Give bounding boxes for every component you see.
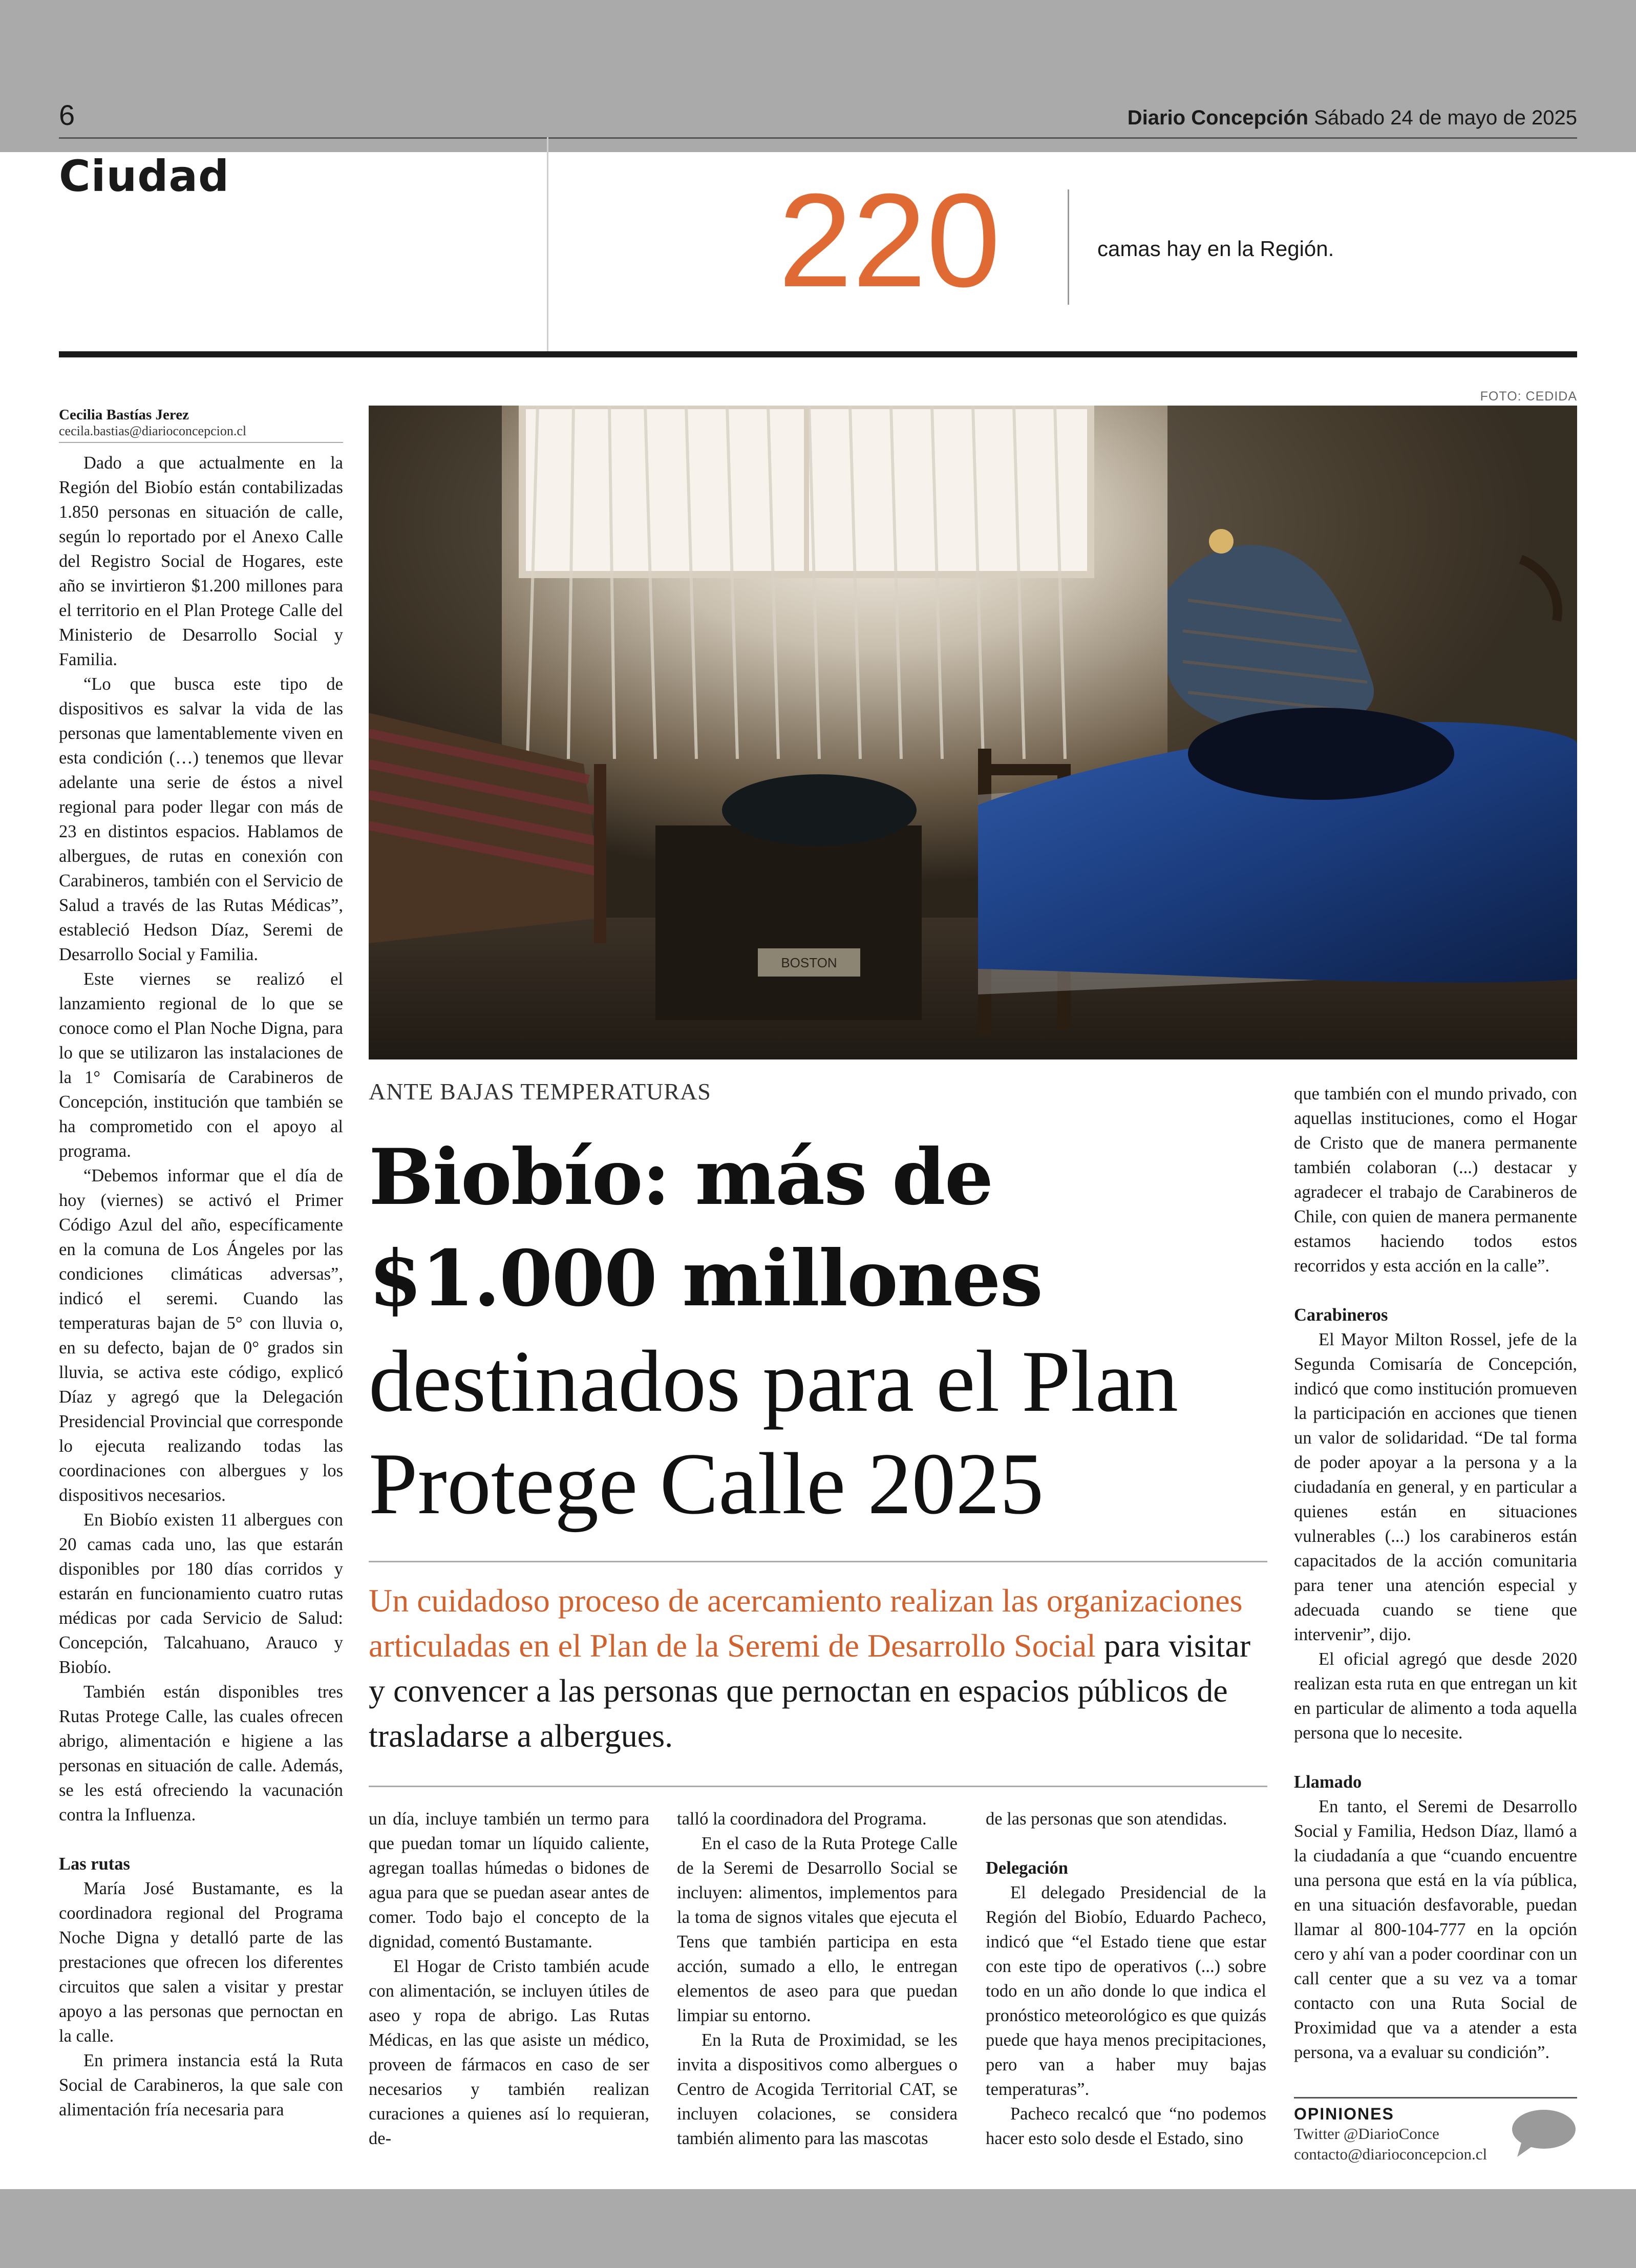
- headline-line: destinados para el Plan: [369, 1333, 1179, 1430]
- paragraph: Este viernes se realizó el lanzamiento regional de lo que se conoce como el Plan Noche Digna, para lo que se utilizaron las instalaciones de la 1° Comisaría de Carabineros de Concepción, institución que también se ha comprometido con el apoyo al programa.: [59, 969, 343, 1161]
- paragraph: de las personas que son atendidas.: [986, 1809, 1227, 1829]
- subheading-llamado: Llamado: [1294, 1772, 1362, 1792]
- headline-line: Biobío: más de: [369, 1132, 993, 1222]
- article-kicker: ANTE BAJAS TEMPERATURAS: [369, 1078, 711, 1105]
- publication-name: Diario Concepción: [1127, 107, 1309, 129]
- paragraph: El Hogar de Cristo también acude con alimentación, se incluyen útiles de aseo y ropa de abrigo. Las Rutas Médicas, en las que asiste un médico, proveen de fármacos en caso de ser necesarios y también realizan curaciones a quienes así lo requieran, de-: [369, 1957, 649, 2148]
- subheading-delegacion: Delegación: [986, 1858, 1068, 1878]
- stat-number: 220: [778, 166, 1001, 315]
- paragraph: En tanto, el Seremi de Desarrollo Social y Familia, Hedson Díaz, llamó a la ciudadanía a que “cuando encuentre una persona que está en la vía pública, en una situación desfavorable, puedan llamar al 800-104-777 en la opción cero y ahí van a poder coordinar con un call center que a su vez va a tomar contacto con una Ruta Social de Proximidad que va a atender a esta persona, va a evaluar su condición”.: [1294, 1797, 1577, 2062]
- paragraph: Dado a que actualmente en la Región del Biobío están contabilizadas 1.850 personas en situación de calle, según lo reportado por el Anexo Calle del Registro Social de Hogares, este año se invirtieron $1.200 millones para el territorio en el Plan Protege Calle del Ministerio de Desarrollo Social y Familia.: [59, 453, 343, 669]
- opiniones-box: [1294, 2097, 1577, 2165]
- text-column-3: [677, 1807, 958, 2151]
- deck-accent: Un cuidadoso proceso de acercamiento realizan las organizaciones articuladas en el Plan de la Seremi de Desarrollo Social: [369, 1582, 1243, 1664]
- masthead: [1128, 107, 1577, 130]
- box-label: BOSTON: [781, 955, 837, 970]
- paragraph: En la Ruta de Proximidad, se les invita a dispositivos como albergues o Centro de Acogida Territorial CAT, se incluyen colaciones, se considera también alimento para las mascotas: [677, 2030, 958, 2148]
- photo-credit: FOTO: CEDIDA: [1480, 389, 1577, 404]
- article-deck: [369, 1578, 1267, 1758]
- headline-bold: [369, 1127, 1265, 1329]
- headline-light: [369, 1330, 1270, 1535]
- header-rule: [59, 351, 1577, 357]
- paragraph: un día, incluye también un termo para que puedan tomar un líquido caliente, agregan toallas húmedas o bidones de agua para que se puedan asear antes de comer. Todo bajo el concepto de la dignidad, comentó Bustamante.: [369, 1809, 649, 1952]
- subheading-las-rutas: Las rutas: [59, 1854, 130, 1874]
- paragraph: El Mayor Milton Rossel, jefe de la Segunda Comisaría de Concepción, indicó que como institución promueven la participación en acciones que tienen un valor de solidaridad. “De tal forma de poder apoyar a la persona y a la ciudadanía en general, y en particular a quienes están en situaciones vulnerables (...) los carabineros están capacitados de la acción comunitaria para tener una atención especial y adecuada cuando se tiene que intervenir”, dijo.: [1294, 1330, 1577, 1644]
- page-number: 6: [59, 99, 75, 131]
- opiniones-title: OPINIONES: [1294, 2105, 1394, 2123]
- issue-date: Sábado 24 de mayo de 2025: [1314, 107, 1577, 129]
- opiniones-email: contacto@diarioconcepcion.cl: [1294, 2145, 1488, 2163]
- headline-rule: [369, 1561, 1267, 1562]
- headline-line: $1.000 millones: [369, 1234, 1042, 1324]
- opiniones-twitter: Twitter @DiarioConce: [1294, 2125, 1439, 2143]
- header-divider: [547, 137, 548, 351]
- paragraph: También están disponibles tres Rutas Protege Calle, las cuales ofrecen abrigo, alimentación e higiene a las personas en situación de calle. Además, se les está ofreciendo la vacunación contra la Influenza.: [59, 1682, 343, 1825]
- paragraph: María José Bustamante, es la coordinadora regional del Programa Noche Digna y detalló parte de las prestaciones que ofrecen los diferentes circuitos que salen a visitar y prestar apoyo a las personas que pernoctan en la calle.: [59, 1879, 343, 2046]
- deck-rule: [369, 1786, 1267, 1787]
- paragraph: En el caso de la Ruta Protege Calle de la Seremi de Desarrollo Social se incluyen: alimentos, implementos para la toma de signos vitales que ejecuta el Tens que también participa en esta acción, sumado a ello, le entregan elementos de aseo para que puedan limpiar su entorno.: [677, 1834, 958, 2025]
- paragraph: En Biobío existen 11 albergues con 20 camas cada uno, las que estarán disponibles por 180 días corridos y estarán en funcionamiento cuatro rutas médicas por cada Servicio de Salud: Concepción, Talcahuano, Arauco y Biobío.: [59, 1510, 343, 1677]
- text-column-1: [59, 451, 343, 2122]
- section-title: Ciudad: [59, 151, 230, 201]
- article-photo: [369, 406, 1577, 1059]
- paragraph: Pacheco recalcó que “no podemos hacer esto solo desde el Estado, sino: [986, 2104, 1266, 2148]
- stat-caption: camas hay en la Región.: [1097, 237, 1334, 261]
- paragraph: “Lo que busca este tipo de dispositivos es salvar la vida de las personas que lamentablemente viven en esta condición (…) tenemos que llevar adelante una serie de éstos a nivel regional para poder llegar con más de 23 en distintos espacios. Hablamos de albergues, de rutas en conexión con Carabineros, también con el Servicio de Salud a través de las Rutas Médicas”, estableció Hedson Díaz, Seremi de Desarrollo Social y Familia.: [59, 674, 343, 964]
- subheading-carabineros: Carabineros: [1294, 1305, 1388, 1325]
- author-name: Cecilia Bastías Jerez: [59, 407, 189, 423]
- stat-divider: [1068, 189, 1069, 305]
- masthead-rule: [59, 137, 1577, 139]
- author-email: cecila.bastias@diarioconcepcion.cl: [59, 423, 247, 438]
- paragraph: talló la coordinadora del Programa.: [677, 1809, 927, 1829]
- text-column-4: [986, 1807, 1266, 2151]
- paragraph: “Debemos informar que el día de hoy (viernes) se activó el Primer Código Azul del año, específicamente en la comuna de Los Ángeles por las condiciones climáticas adversas”, indicó el seremi. Cuando las temperaturas bajan de 5° con lluvia o, en su defecto, bajan de 0° grados sin lluvia, se activa este código, explicó Díaz y agregó que la Delegación Presidencial Provincial que corresponde lo ejecuta realizando todas las coordinaciones con albergues y los dispositivos necesarios.: [59, 1166, 343, 1505]
- speech-bubble-icon: [1508, 2108, 1577, 2159]
- text-column-5: [1294, 1082, 1577, 2065]
- shelter-beds-illustration: [369, 406, 1577, 1059]
- paragraph: que también con el mundo privado, con aquellas instituciones, como el Hogar de Cristo que de manera permanente también colaboran (...) destacar y agradecer el trabajo de Carabineros de Chile, con quien de manera permanente estamos haciendo todos estos recorridos y esta acción en la calle”.: [1294, 1084, 1577, 1276]
- headline-line: Protege Calle 2025: [369, 1435, 1044, 1533]
- paragraph: En primera instancia está la Ruta Social de Carabineros, la que sale con alimentación fría necesaria para: [59, 2051, 343, 2119]
- byline: [59, 407, 343, 443]
- deck-rest: para visitar y convencer a las personas que pernoctan en espacios públicos de trasladarse a albergues.: [369, 1627, 1251, 1754]
- paragraph: El delegado Presidencial de la Región del Biobío, Eduardo Pacheco, indicó que “el Estado tiene que estar con este tipo de operativos (...) sobre todo en un año donde lo que indica el pronóstico meteorológico es que quizás puede que haya menos precipitaciones, pero van a haber muy bajas temperaturas”.: [986, 1883, 1266, 2099]
- paragraph: El oficial agregó que desde 2020 realizan esta ruta en que entregan un kit en particular de alimento a toda aquella persona que lo necesite.: [1294, 1649, 1577, 1743]
- text-column-2: [369, 1807, 649, 2151]
- bottom-gray-band: [0, 2189, 1636, 2268]
